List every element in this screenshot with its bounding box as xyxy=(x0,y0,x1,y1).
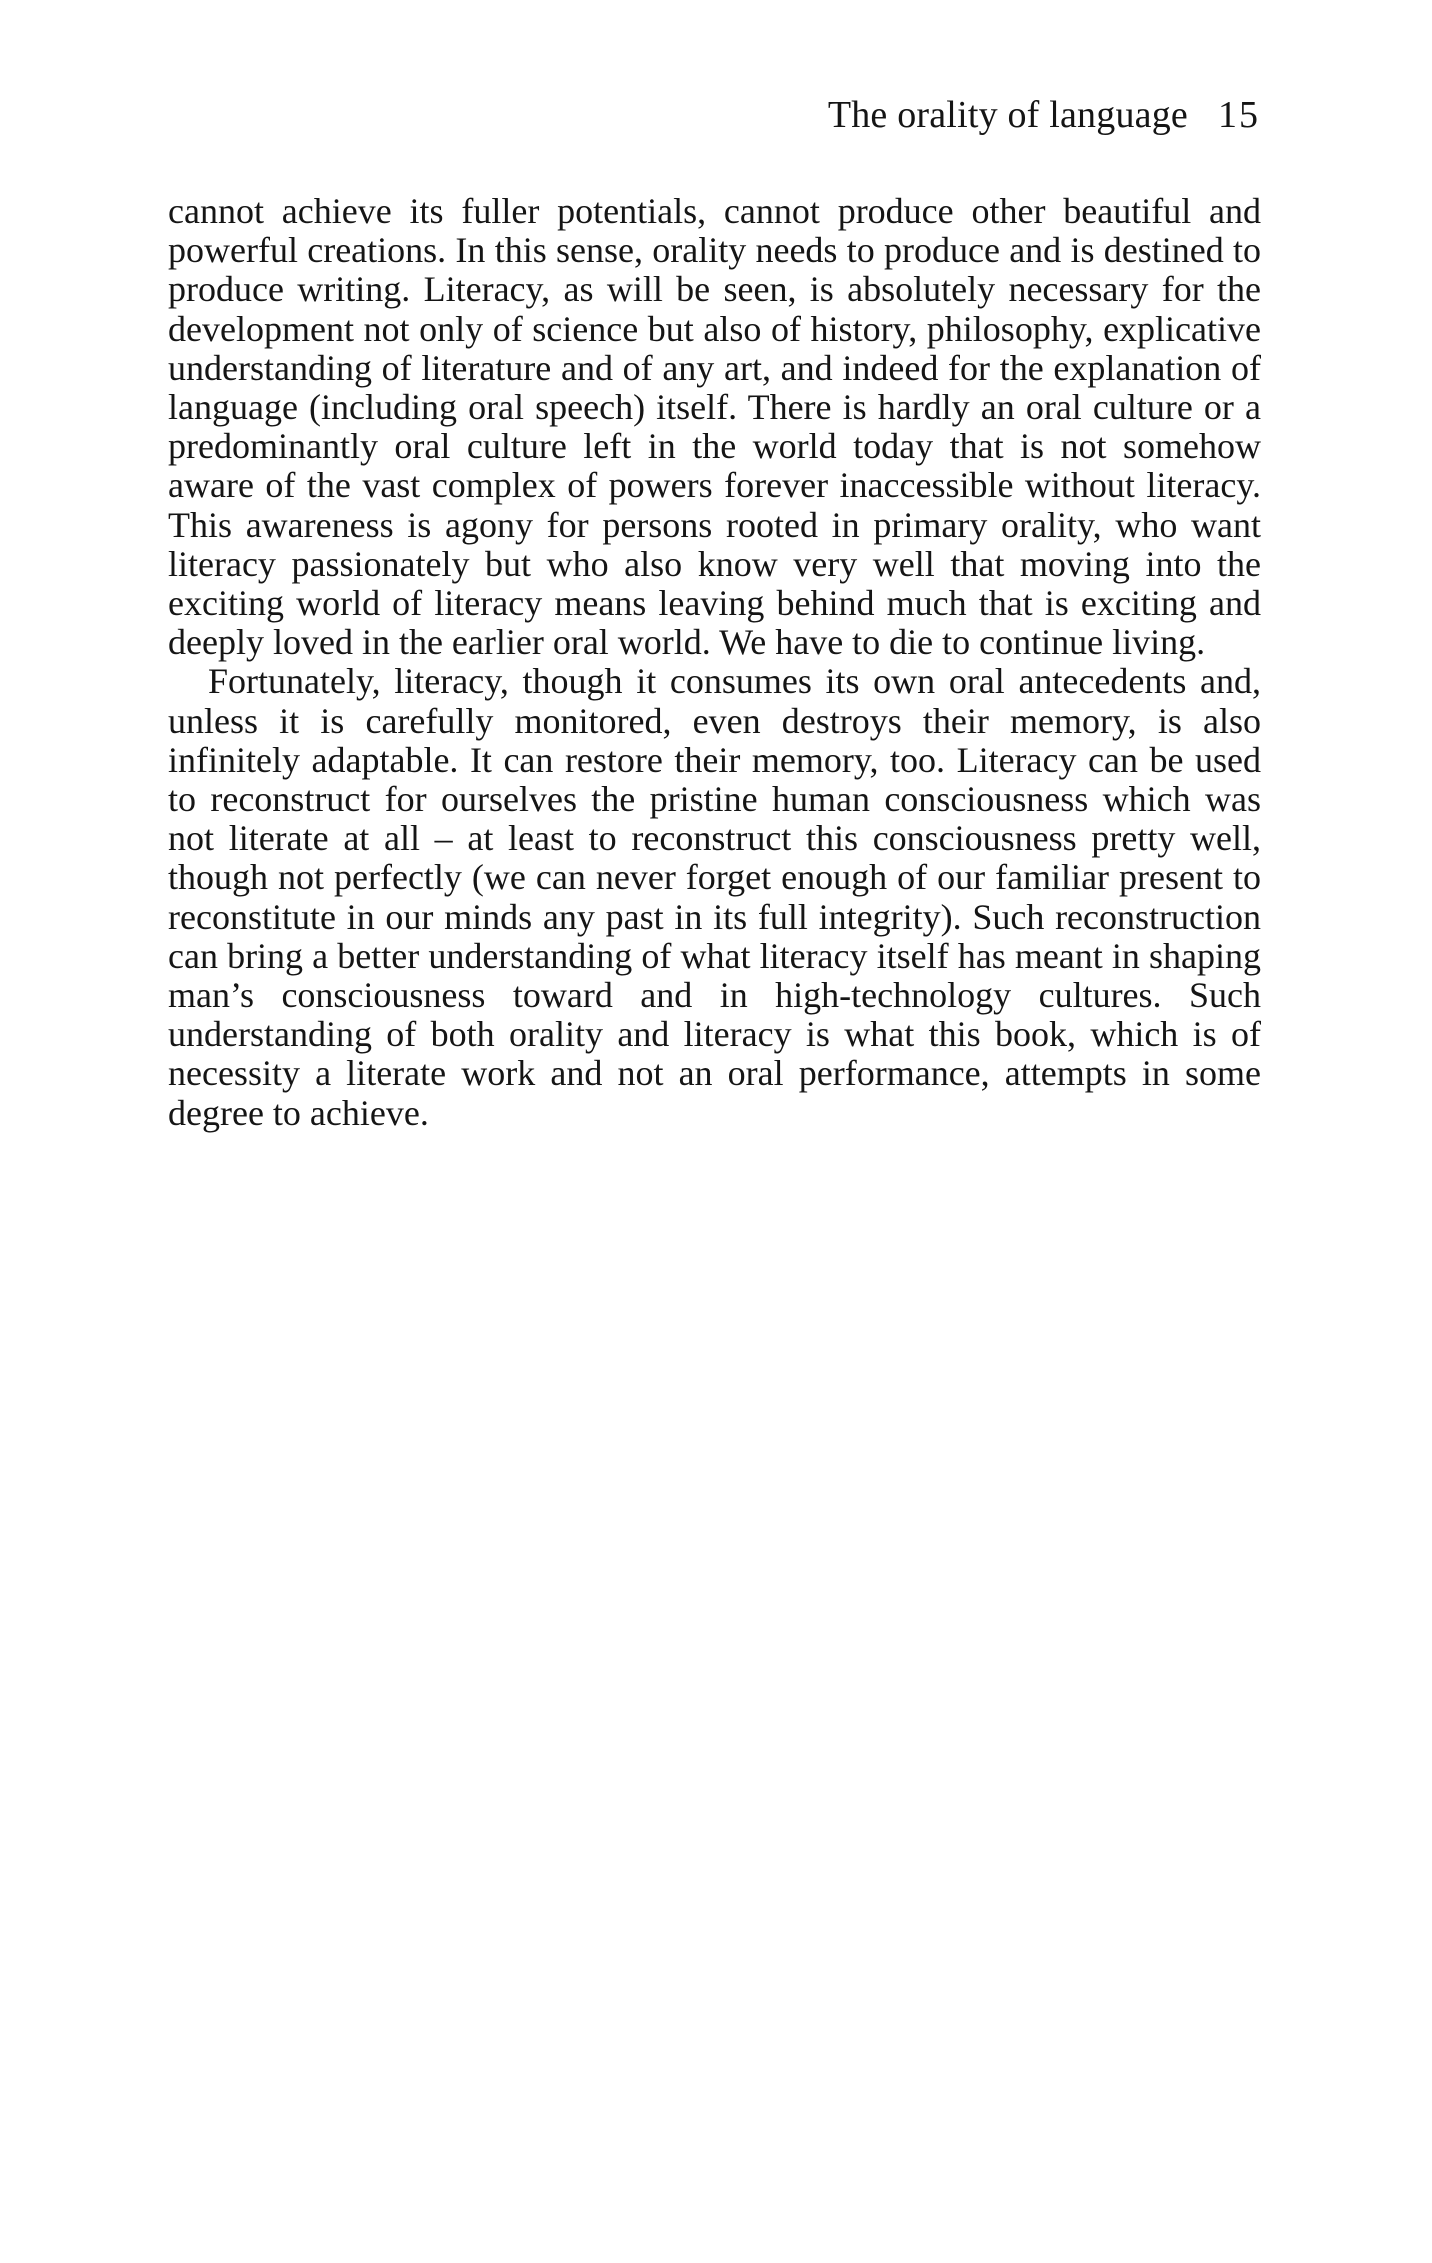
page-number: 15 xyxy=(1218,94,1260,136)
paragraph-continuation: cannot achieve its fuller potentials, cannot produce other beautiful and powerful creations. In this sense, orality needs to produce and is destined to produce writing. Literacy, as will be seen, is absolutely necessary for the development not only of science but also of history, philosophy, explicative understanding of literature and of any art, and indeed for the explanation of language (including oral speech) itself. There is hardly an oral culture or a predominantly oral culture left in the world today that is not somehow aware of the vast complex of powers forever inaccessible without literacy. This awareness is agony for persons rooted in primary orality, who want literacy passionately but who also know very well that moving into the exciting world of literacy means leaving behind much that is exciting and deeply loved in the earlier oral world. We have to die to continue living. xyxy=(168,191,1261,663)
paragraph-fortunately: Fortunately, literacy, though it consumes its own oral antecedents and, unless it is carefully monitored, even destroys their memory, is also infinitely adaptable. It can restore their memory, too. Literacy can be used to reconstruct for ourselves the pristine human consciousness which was not literate at all – at least to reconstruct this consciousness pretty well, though not perfectly (we can never forget enough of our familiar present to reconstitute in our minds any past in its full integrity). Such reconstruction can bring a better understanding of what literacy itself has meant in shaping man’s consciousness toward and in high-technology cultures. Such understanding of both orality and literacy is what this book, which is of necessity a literate work and not an oral performance, attempts in some degree to achieve. xyxy=(168,661,1261,1133)
running-head-title: The orality of language xyxy=(827,94,1188,136)
body-text xyxy=(168,192,1261,1133)
running-head xyxy=(828,92,1260,138)
